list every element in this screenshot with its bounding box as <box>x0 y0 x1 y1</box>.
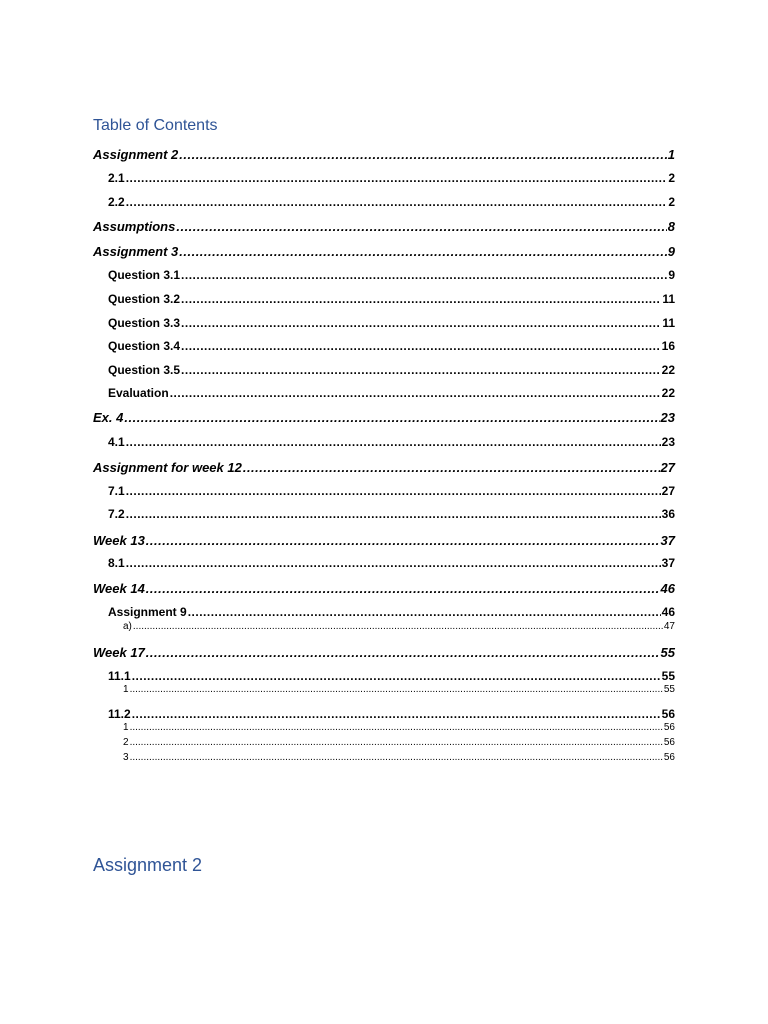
toc-dot-leader <box>130 737 663 748</box>
toc-entry-label: 1 <box>123 722 129 733</box>
toc-entry-page-number: 46 <box>660 581 675 596</box>
toc-dot-leader <box>179 244 667 259</box>
toc-dot-leader <box>243 460 660 475</box>
toc-entry-page-number: 55 <box>661 669 675 683</box>
toc-dot-leader <box>181 292 661 306</box>
toc-entry-page-number: 23 <box>661 435 675 449</box>
toc-entry-label: Question 3.3 <box>108 316 181 330</box>
toc-entry[interactable] <box>93 645 675 660</box>
toc-entry[interactable] <box>93 460 675 475</box>
toc-entry-page-number: 27 <box>660 460 675 475</box>
toc-entry[interactable] <box>93 533 675 548</box>
toc-entry-label: 2.1 <box>108 171 125 185</box>
toc-dot-leader <box>130 752 663 763</box>
section-heading: Assignment 2 <box>93 855 203 875</box>
toc-entry-page-number: 23 <box>660 410 675 425</box>
toc-dot-leader <box>181 339 661 353</box>
toc-entry-page-number: 9 <box>668 268 675 282</box>
toc-entry-label: Question 3.2 <box>108 292 181 306</box>
toc-entry-label: a) <box>123 621 132 632</box>
toc-entry[interactable] <box>93 484 675 498</box>
toc-entry[interactable] <box>93 386 675 400</box>
toc-entry-page-number: 11 <box>662 292 675 306</box>
toc-entry-label: Assignment 2 <box>93 147 179 162</box>
toc-dot-leader <box>179 147 667 162</box>
toc-entry-page-number: 11 <box>662 316 675 330</box>
toc-entry-label: 11.1 <box>108 669 131 683</box>
toc-dot-leader <box>126 556 661 570</box>
toc-dot-leader <box>130 722 663 733</box>
toc-entry-label: 8.1 <box>108 556 125 570</box>
toc-dot-leader <box>188 605 661 619</box>
toc-entry-label: Assignment 3 <box>93 244 179 259</box>
toc-dot-leader <box>126 484 661 498</box>
toc-dot-leader <box>130 684 663 695</box>
toc-entry[interactable] <box>93 707 675 721</box>
toc-entry-label: Assumptions <box>93 219 176 234</box>
toc-dot-leader <box>181 268 667 282</box>
toc-entry-label: 11.2 <box>108 707 131 721</box>
toc-entry[interactable] <box>93 507 675 521</box>
toc-dot-leader <box>132 707 661 721</box>
toc-entry-page-number: 16 <box>661 339 675 353</box>
toc-dot-leader <box>170 386 661 400</box>
toc-dot-leader <box>126 507 661 521</box>
toc-entry-page-number: 2 <box>668 195 675 209</box>
toc-dot-leader <box>133 621 663 632</box>
toc-entry-page-number: 46 <box>661 605 675 619</box>
toc-entry-label: Week 14 <box>93 581 145 596</box>
toc-entry-label: 2 <box>123 737 129 748</box>
toc-entry-page-number: 55 <box>660 645 675 660</box>
toc-dot-leader <box>146 581 660 596</box>
toc-entry[interactable] <box>93 621 675 632</box>
toc-entry-page-number: 9 <box>667 244 675 259</box>
toc-entry-label: 7.2 <box>108 507 125 521</box>
toc-entry[interactable] <box>93 292 675 306</box>
toc-entry[interactable] <box>93 722 675 733</box>
toc-entry-page-number: 37 <box>661 556 675 570</box>
toc-heading: Table of Contents <box>93 117 218 134</box>
toc-dot-leader <box>126 171 668 185</box>
toc-dot-leader <box>124 410 659 425</box>
toc-entry[interactable] <box>93 316 675 330</box>
toc-entry-page-number: 56 <box>663 752 675 763</box>
toc-entry[interactable] <box>93 195 675 209</box>
toc-entry[interactable] <box>93 581 675 596</box>
toc-entry[interactable] <box>93 556 675 570</box>
toc-entry-page-number: 1 <box>667 147 675 162</box>
toc-entry[interactable] <box>93 339 675 353</box>
toc-dot-leader <box>146 645 660 660</box>
toc-entry-page-number: 22 <box>661 386 675 400</box>
toc-dot-leader <box>126 195 668 209</box>
toc-entry[interactable] <box>93 737 675 748</box>
toc-entry[interactable] <box>93 147 675 162</box>
toc-entry-label: Question 3.4 <box>108 339 181 353</box>
toc-entry-page-number: 27 <box>661 484 675 498</box>
toc-entry-page-number: 47 <box>663 621 675 632</box>
toc-entry-label: Week 13 <box>93 533 145 548</box>
toc-dot-leader <box>146 533 660 548</box>
toc-entry[interactable] <box>93 684 675 695</box>
toc-entry[interactable] <box>93 219 675 234</box>
toc-entry[interactable] <box>93 669 675 683</box>
toc-entry[interactable] <box>93 605 675 619</box>
toc-entry-page-number: 2 <box>668 171 675 185</box>
toc-entry-label: 2.2 <box>108 195 125 209</box>
toc-entry[interactable] <box>93 244 675 259</box>
toc-entry-page-number: 56 <box>661 707 675 721</box>
toc-entry-label: Question 3.5 <box>108 363 181 377</box>
toc-entry-page-number: 36 <box>661 507 675 521</box>
toc-entry-label: Week 17 <box>93 645 145 660</box>
toc-entry-label: Assignment for week 12 <box>93 460 242 475</box>
toc-dot-leader <box>181 316 661 330</box>
toc-entry-page-number: 56 <box>663 737 675 748</box>
toc-entry-label: Ex. 4 <box>93 410 124 425</box>
toc-entry-label: 7.1 <box>108 484 125 498</box>
toc-entry[interactable] <box>93 410 675 425</box>
toc-entry-page-number: 22 <box>661 363 675 377</box>
toc-entry[interactable] <box>93 435 675 449</box>
toc-dot-leader <box>181 363 661 377</box>
toc-entry[interactable] <box>93 268 675 282</box>
toc-entry-page-number: 56 <box>663 722 675 733</box>
toc-entry-label: 3 <box>123 752 129 763</box>
toc-entry-label: Evaluation <box>108 386 169 400</box>
toc-entry[interactable] <box>93 171 675 185</box>
toc-entry-label: 4.1 <box>108 435 125 449</box>
toc-entry-page-number: 37 <box>660 533 675 548</box>
toc-entry[interactable] <box>93 363 675 377</box>
toc-entry-page-number: 8 <box>667 219 675 234</box>
toc-entry-label: Assignment 9 <box>108 605 187 619</box>
toc-entry-label: Question 3.1 <box>108 268 181 282</box>
toc-entry[interactable] <box>93 752 675 763</box>
toc-entry-label: 1 <box>123 684 129 695</box>
toc-entry-page-number: 55 <box>663 684 675 695</box>
toc-dot-leader <box>176 219 666 234</box>
toc-dot-leader <box>126 435 661 449</box>
toc-dot-leader <box>132 669 661 683</box>
